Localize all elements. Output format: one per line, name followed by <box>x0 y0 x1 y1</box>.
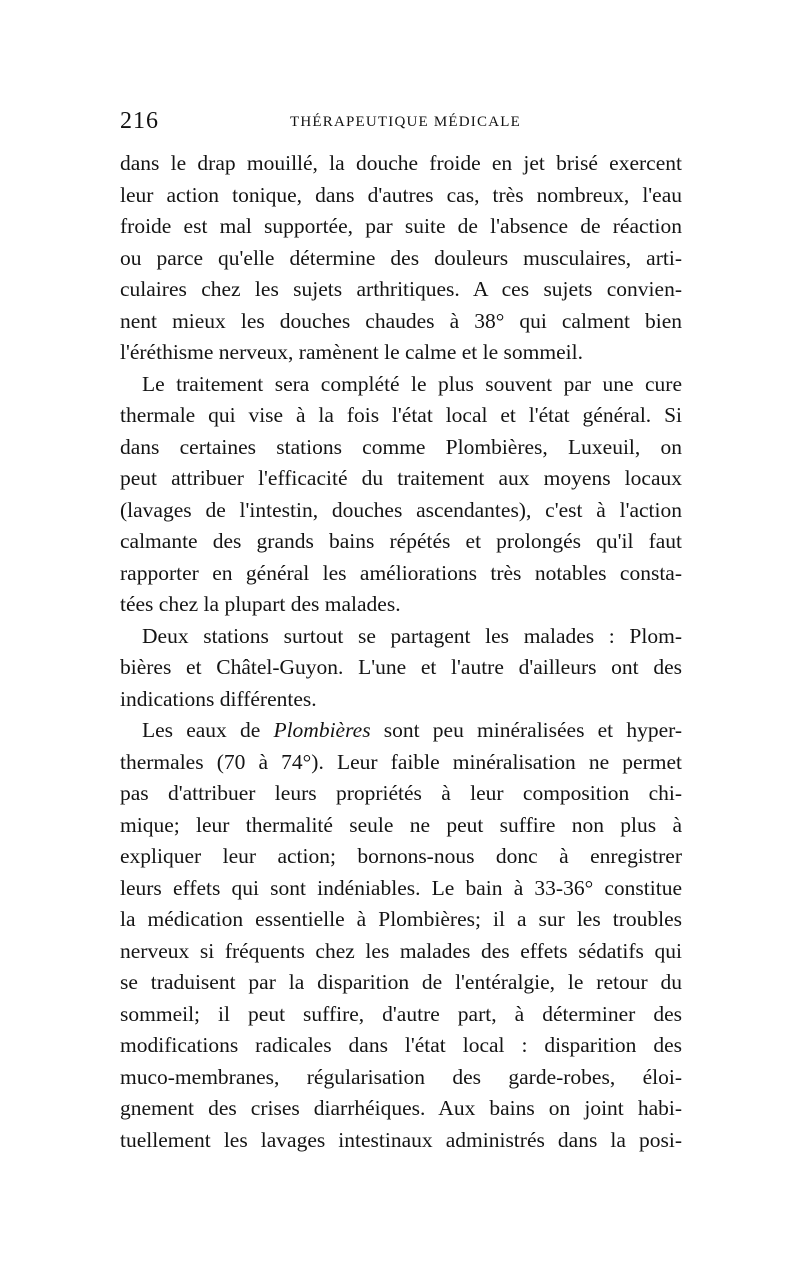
page-header <box>120 108 682 138</box>
text-line: dans le drap mouillé, la douche froide en jet brisé exercent <box>120 151 682 175</box>
text-line: tuellement les lavages intestinaux administrés dans la posi- <box>120 1127 682 1152</box>
text-line: froide est mal supportée, par suite de l'absence de réaction <box>120 214 682 238</box>
text-line: la médication essentielle à Plombières; il a sur les troubles <box>120 907 682 931</box>
paragraph <box>120 715 682 1156</box>
page-number: 216 <box>120 108 159 134</box>
text-line: Le traitement sera complété le plus souvent par une cure <box>142 371 682 396</box>
text-line: leur action tonique, dans d'autres cas, très nombreux, l'eau <box>120 182 682 207</box>
text-line: pas d'attribuer leurs propriétés à leur composition chi- <box>120 781 682 805</box>
text-line: nerveux si fréquents chez les malades des effets sédatifs qui <box>120 938 682 963</box>
text-line: muco-membranes, régularisation des garde-robes, éloi- <box>120 1064 682 1089</box>
text-line: se traduisent par la disparition de l'entéralgie, le retour du <box>120 970 682 994</box>
text-line: tées chez la plupart des malades. <box>120 592 401 616</box>
paragraph <box>120 621 682 716</box>
text-line: mique; leur thermalité seule ne peut suffire non plus à <box>120 812 682 837</box>
text-line: thermale qui vise à la fois l'état local et l'état général. Si <box>120 403 682 427</box>
body-text <box>120 148 682 1156</box>
text-line: calmante des grands bains répétés et prolongés qu'il faut <box>120 529 682 553</box>
text-line: peut attribuer l'efficacité du traitement aux moyens locaux <box>120 466 682 490</box>
text-line: culaires chez les sujets arthritiques. A ces sujets convien- <box>120 277 682 301</box>
text-line: indications différentes. <box>120 686 317 711</box>
text-line: ou parce qu'elle détermine des douleurs musculaires, arti- <box>120 245 682 270</box>
text-line: Deux stations surtout se partagent les malades : Plom- <box>142 623 682 648</box>
paragraph <box>120 148 682 369</box>
text-line: dans certaines stations comme Plombières, Luxeuil, on <box>120 434 682 459</box>
text-line: bières et Châtel-Guyon. L'une et l'autre d'ailleurs ont des <box>120 655 682 679</box>
text-line: modifications radicales dans l'état local : disparition des <box>120 1033 682 1057</box>
text-line: (lavages de l'intestin, douches ascendantes), c'est à l'action <box>120 497 682 522</box>
text-line: gnement des crises diarrhéiques. Aux bains on joint habi- <box>120 1096 682 1120</box>
text-line: Les eaux de Plombières sont peu minéralisées et hyper- <box>142 718 683 742</box>
paragraph <box>120 369 682 621</box>
text-line: l'éréthisme nerveux, ramènent le calme et le sommeil. <box>120 340 583 364</box>
text-line: leurs effets qui sont indéniables. Le bain à 33-36° constitue <box>120 875 682 900</box>
text-line: sommeil; il peut suffire, d'autre part, à déterminer des <box>120 1001 682 1026</box>
running-head: THÉRAPEUTIQUE MÉDICALE <box>290 114 521 130</box>
italic-word: Plombières <box>273 718 371 742</box>
text-line: expliquer leur action; bornons-nous donc à enregistrer <box>120 844 682 868</box>
text-line: rapporter en général les améliorations très notables consta- <box>120 560 682 585</box>
text-line: thermales (70 à 74°). Leur faible minéralisation ne permet <box>120 749 682 774</box>
text-line: nent mieux les douches chaudes à 38° qui calment bien <box>120 308 682 333</box>
